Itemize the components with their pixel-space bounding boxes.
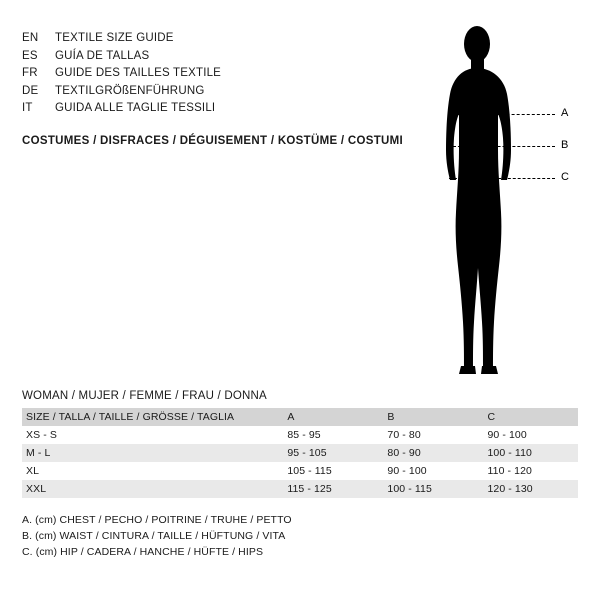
table-row — [22, 462, 578, 480]
figure-block — [415, 22, 590, 382]
cell-a: 115 - 125 — [287, 483, 332, 495]
cell-b: 80 - 90 — [387, 447, 421, 459]
header-block — [22, 30, 422, 147]
legend-line-a: A. (cm) CHEST / PECHO / POITRINE / TRUHE / PETTO — [22, 514, 292, 526]
legend-line-c: C. (cm) HIP / CADERA / HANCHE / HÜFTE / HIPS — [22, 546, 264, 558]
cell-c: 100 - 110 — [487, 447, 532, 459]
measure-line-a — [451, 114, 555, 115]
column-header-b: B — [387, 411, 395, 423]
language-code: EN — [22, 32, 39, 44]
language-row — [22, 48, 422, 66]
measure-line-b — [453, 146, 555, 147]
language-text: GUÍA DE TALLAS — [55, 49, 150, 62]
cell-c: 110 - 120 — [487, 465, 532, 477]
legend-line-b: B. (cm) WAIST / CINTURA / TAILLE / HÜFTUNG / VITA — [22, 530, 286, 542]
language-code: ES — [22, 49, 38, 62]
language-row — [22, 83, 422, 101]
language-text: TEXTILE SIZE GUIDE — [55, 32, 174, 44]
size-table — [22, 408, 578, 498]
cell-size: M - L — [26, 447, 51, 459]
language-text: TEXTILGRÖßENFÜHRUNG — [55, 84, 205, 97]
cell-size: XS - S — [26, 429, 57, 441]
cell-a: 85 - 95 — [287, 429, 321, 441]
language-code: FR — [22, 67, 38, 79]
language-text: GUIDE DES TAILLES TEXTILE — [55, 67, 222, 79]
table-row — [22, 426, 578, 444]
cell-a: 95 - 105 — [287, 447, 327, 459]
cell-a: 105 - 115 — [287, 465, 332, 477]
legend-block — [22, 512, 578, 560]
measure-label-a: A — [561, 107, 569, 119]
woman-silhouette-icon — [415, 22, 590, 382]
language-row — [22, 30, 422, 48]
size-table-section — [22, 390, 578, 560]
cell-b: 100 - 115 — [387, 483, 432, 495]
costumes-subtitle: COSTUMES / DISFRACES / DÉGUISEMENT / KOSTÜME / COSTUMI — [22, 134, 404, 147]
table-row — [22, 480, 578, 498]
table-group-title: WOMAN / MUJER / FEMME / FRAU / DONNA — [22, 390, 267, 402]
column-header-size: SIZE / TALLA / TAILLE / GRÖSSE / TAGLIA — [26, 411, 235, 423]
cell-c: 120 - 130 — [487, 483, 533, 495]
cell-c: 90 - 100 — [487, 429, 527, 441]
language-row — [22, 65, 422, 83]
column-header-c: C — [487, 411, 496, 423]
table-header-row — [22, 408, 578, 426]
language-code: IT — [22, 102, 33, 114]
cell-b: 90 - 100 — [387, 465, 427, 477]
cell-size: XXL — [26, 483, 47, 495]
table-body — [22, 426, 578, 498]
language-code: DE — [22, 84, 39, 97]
measure-line-c — [449, 178, 555, 179]
cell-size: XL — [26, 465, 40, 477]
language-row — [22, 100, 422, 118]
table-header — [22, 408, 578, 426]
language-text: GUIDA ALLE TAGLIE TESSILI — [55, 102, 216, 114]
measure-label-b: B — [561, 139, 569, 151]
measure-label-c: C — [561, 171, 569, 183]
column-header-a: A — [287, 411, 295, 423]
cell-b: 70 - 80 — [387, 429, 421, 441]
table-row — [22, 444, 578, 462]
